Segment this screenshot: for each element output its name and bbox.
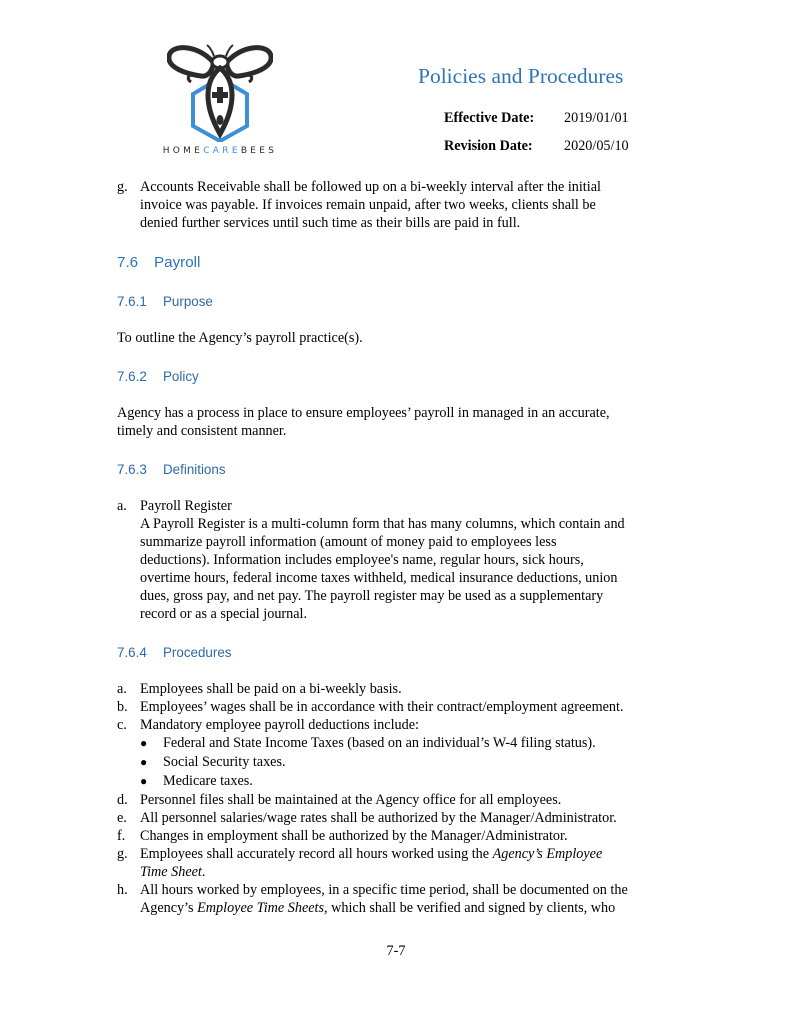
company-logo <box>150 42 290 160</box>
document-title: Policies and Procedures <box>418 64 624 88</box>
list-item <box>117 845 682 881</box>
list-item-label: a. <box>117 681 127 697</box>
definition-term: Payroll Register <box>140 498 232 514</box>
list-item-text: denied further services until such time as their bills are paid in full. <box>140 215 521 231</box>
policy-text: Agency has a process in place to ensure employees’ payroll in managed in an accurate, timely and consistent manner. <box>117 405 610 439</box>
list-item-label: g. <box>117 846 128 862</box>
bullet-icon: ● <box>140 774 148 788</box>
bullet-icon: ● <box>140 736 148 750</box>
effective-date-label: Effective Date: <box>444 110 535 126</box>
subsection-heading-policy: 7.6.2 Policy <box>117 369 199 384</box>
list-item-label: b. <box>117 699 128 715</box>
bee-logo-icon <box>167 42 273 142</box>
definition-text: dues, gross pay, and net pay. The payroll register may be used as a supplementary <box>140 588 604 604</box>
definition-text: overtime hours, federal income taxes withheld, medical insurance deductions, union <box>140 570 618 586</box>
effective-date-row <box>420 109 660 129</box>
list-item <box>117 178 682 232</box>
deductions-bullet-list <box>117 734 682 791</box>
bullet-item: ● Medicare taxes. <box>140 773 253 789</box>
purpose-text: To outline the Agency’s payroll practice(s). <box>117 330 363 346</box>
bullet-item: ● Social Security taxes. <box>140 754 286 770</box>
list-item-label: e. <box>117 810 127 826</box>
list-item-text: Employees shall be paid on a bi-weekly basis. <box>140 681 402 697</box>
subsection-heading-definitions: 7.6.3 Definitions <box>117 462 226 477</box>
definition-text: A Payroll Register is a multi-column form that has many columns, which contain and <box>140 516 625 532</box>
definition-text: summarize payroll information (amount of money paid to employees less <box>140 534 557 550</box>
page-number: 7-7 <box>386 943 406 959</box>
list-item-text: Agency’s Employee Time Sheets, which shall be verified and signed by clients, who <box>140 900 616 916</box>
definition-text: record or as a special journal. <box>140 606 308 622</box>
list-item <box>117 881 682 917</box>
list-item-label: g. <box>117 179 128 195</box>
document-body <box>117 178 682 917</box>
revision-date-row <box>420 137 660 157</box>
list-item-text: Personnel files shall be maintained at the Agency office for all employees. <box>140 792 562 808</box>
list-item-text: invoice was payable. If invoices remain unpaid, after two weeks, clients shall be <box>140 197 596 213</box>
list-item <box>117 698 682 716</box>
list-item-text: All hours worked by employees, in a specific time period, shall be documented on the <box>140 882 628 898</box>
section-heading-payroll: 7.6 Payroll <box>117 254 201 271</box>
definition-text: deductions). Information includes employee's name, regular hours, sick hours, <box>140 552 584 568</box>
subsection-heading-procedures: 7.6.4 Procedures <box>117 645 232 660</box>
logo-wordmark: HOMECAREBEES <box>162 146 278 156</box>
list-item <box>117 809 682 827</box>
list-item <box>117 827 682 845</box>
list-item <box>117 716 682 734</box>
list-item-text: Time Sheet. <box>140 864 206 880</box>
list-item-label: c. <box>117 717 127 733</box>
list-item-text: Employees’ wages shall be in accordance with their contract/employment agreement. <box>140 699 624 715</box>
revision-date-value: 2020/05/10 <box>564 138 629 154</box>
bullet-icon: ● <box>140 755 148 769</box>
list-item-label: f. <box>117 828 126 844</box>
bullet-item: ● Federal and State Income Taxes (based on an individual’s W-4 filing status). <box>140 735 596 751</box>
definition-item <box>117 497 682 623</box>
list-item-label: a. <box>117 498 127 514</box>
effective-date-value: 2019/01/01 <box>564 110 629 126</box>
list-item-label: d. <box>117 792 128 808</box>
list-item-text: Accounts Receivable shall be followed up on a bi-weekly interval after the initial <box>140 179 601 195</box>
list-item-text: Mandatory employee payroll deductions include: <box>140 717 419 733</box>
list-item <box>117 791 682 809</box>
list-item-text: Changes in employment shall be authorized by the Manager/Administrator. <box>140 828 568 844</box>
list-item-label: h. <box>117 882 128 898</box>
list-item-text: All personnel salaries/wage rates shall be authorized by the Manager/Administrator. <box>140 810 617 826</box>
revision-date-label: Revision Date: <box>444 138 533 154</box>
subsection-heading-purpose: 7.6.1 Purpose <box>117 294 213 309</box>
list-item-text: Employees shall accurately record all hours worked using the Agency’s Employee <box>140 846 603 862</box>
list-item <box>117 680 682 698</box>
